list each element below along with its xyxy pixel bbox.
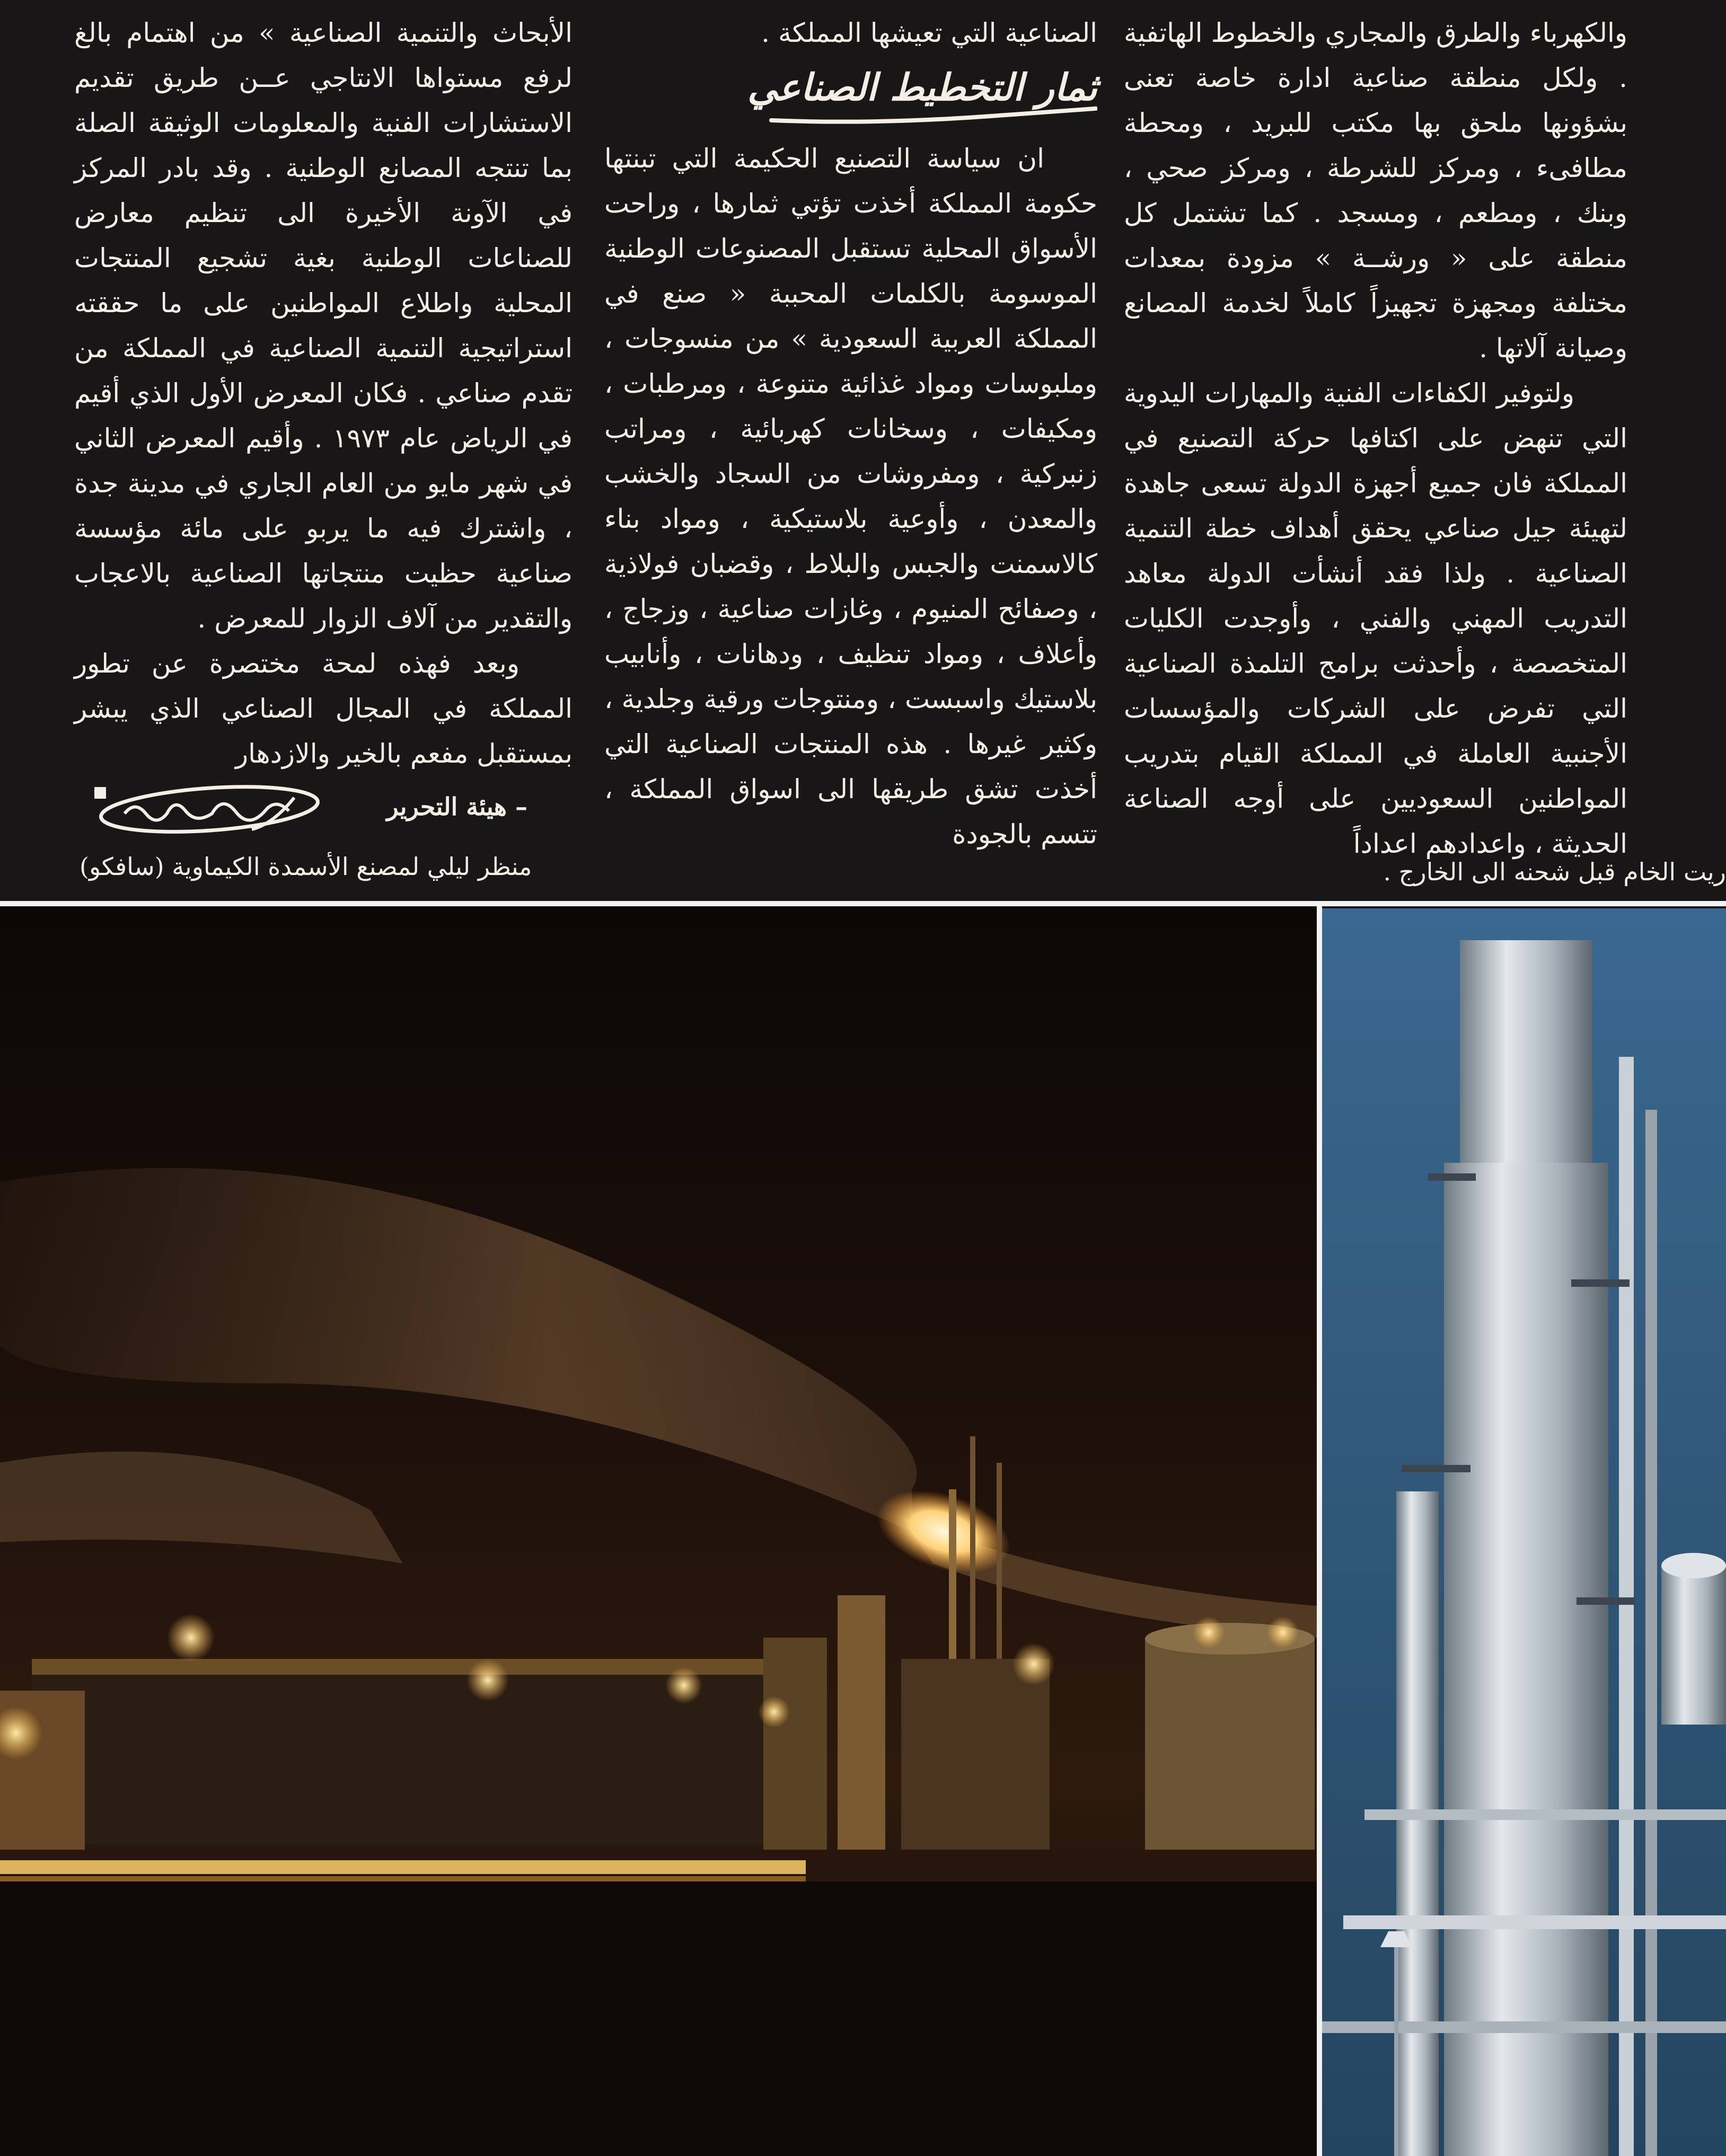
editorial-credit: – هيئة التحرير	[386, 792, 527, 821]
handwritten-signature	[93, 776, 326, 840]
text-column-right	[1124, 11, 1627, 867]
paragraph: ولتوفير الكفاءات الفنية والمهارات اليدوية التي تنهض على اكتافها حركة التصنيع في المملكة فان جميع أجهزة الدولة تسعى جاهدة لتهيئة جيل صناعي يحقق أهداف خطة التنمية الصناعية . ولذا فقد أنشأت الدولة معاهد التدريب المهني والفني ، وأوجدت الكليات المتخصصة ، وأحدثت برامج التلمذة الصناعية التي تفرض على الشركات والمؤسسات الأجنبية العاملة في المملكة القيام بتدريب المواطنين السعوديين على أوجه الصناعة الحديثة ، واعدادهم اعداداً	[1124, 378, 1627, 859]
text-band	[0, 0, 1726, 901]
photo-caption-right: ريت الخام قبل شحنه الى الخارج .	[1383, 858, 1726, 886]
paragraph: الأبحاث والتنمية الصناعية » من اهتمام بالغ لرفع مستواها الانتاجي عــن طريق تقديم الاستشارات الفنية والمعلومات الوثيقة الصلة بما تنتجه المصانع الوطنية . وقد بادر المركز في الآونة الأخيرة الى تنظيم معارض للصناعات الوطنية بغية تشجيع المنتجات المحلية واطلاع المواطنين على ما حققته استراتيجية التنمية الصناعية في المملكة من تقدم صناعي . فكان المعرض الأول الذي أقيم في الرياض عام ١٩٧٣ . وأقيم المعرض الثاني في شهر مايو من العام الجاري في مدينة جدة ، واشترك فيه ما يربو على مائة مؤسسة صناعية حظيت منتجاتها الصناعية بالاعجاب والتقدير من آلاف الزوار للمعرض .	[74, 17, 573, 634]
paragraph: وبعد فهذه لمحة مختصرة عن تطور المملكة في المجال الصناعي الذي يبشر بمستقبل مفعم بالخير والازدهار	[74, 648, 573, 769]
paragraph: ان سياسة التصنيع الحكيمة التي تبنتها حكومة المملكة أخذت تؤتي ثمارها ، وراحت الأسواق المحلية تستقبل المصنوعات الوطنية الموسومة بالكلمات المحببة « صنع في المملكة العربية السعودية » من منسوجات ، وملبوسات ومواد غذائية متنوعة ، ومرطبات ، ومكيفات ، وسخانات كهربائية ، ومراتب زنبركية ، ومفروشات من السجاد والخشب والمعدن ، وأوعية بلاستيكية ، ومواد بناء كالاسمنت والجبس والبلاط ، وقضبان فولاذية ، وصفائح المنيوم ، وغازات صناعية ، وزجاج ، وأعلاف ، ومواد تنظيف ، ودهانات ، وأنابيب بلاستيك واسبست ، ومنتوجات ورقية وجلدية ، وكثير غيرها . هذه المنتجات الصناعية التي أخذت تشق طريقها الى اسواق المملكة ، تتسم بالجودة	[604, 143, 1097, 850]
photo-distillation-column	[1322, 908, 1726, 2156]
section-heading: ثمار التخطيط الصناعي	[747, 65, 1097, 109]
text-column-left	[74, 11, 573, 799]
vertical-divider	[1317, 901, 1322, 2156]
horizontal-divider	[0, 901, 1726, 906]
paragraph: والكهرباء والطرق والمجاري والخطوط الهاتفية . ولكل منطقة صناعية ادارة خاصة تعنى بشؤونها ملحق بها مكتب للبريد ، ومحطة مطافىء ، ومركز للشرطة ، ومركز صحي ، وبنك ، ومطعم ، ومسجد . كما تشتمل كل منطقة على « ورشــة » مزودة بمعدات مختلفة ومجهزة تجهيزاً كاملاً لخدمة المصانع وصيانة آلاتها .	[1124, 17, 1627, 364]
text-column-middle	[604, 11, 1097, 857]
photo-caption-left: منظر ليلي لمصنع الأسمدة الكيماوية (سافكو)	[80, 852, 532, 881]
paragraph-intro: الصناعية التي تعيشها المملكة .	[761, 17, 1097, 48]
photo-night-fertilizer-plant	[0, 906, 1317, 2156]
signature-line	[93, 776, 527, 840]
